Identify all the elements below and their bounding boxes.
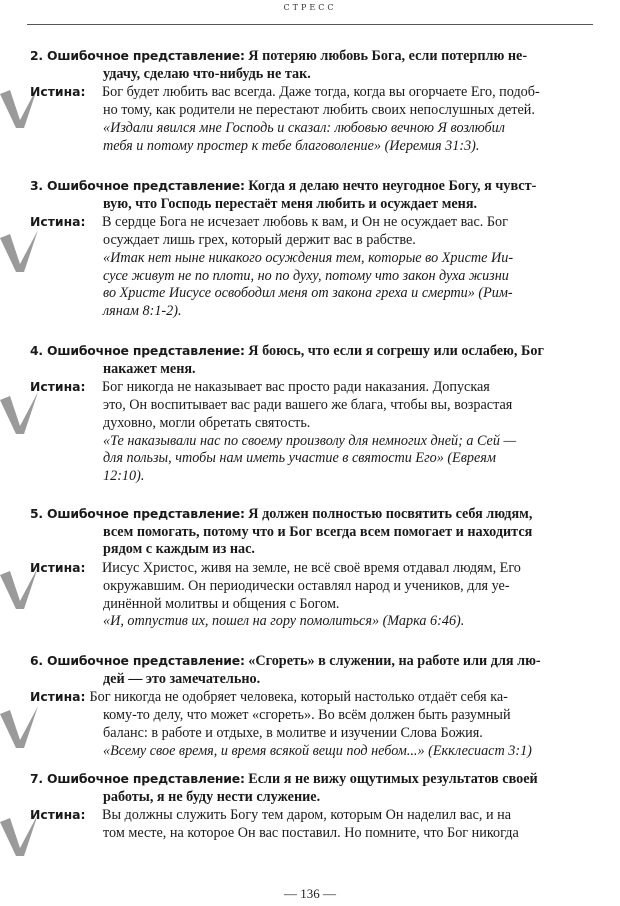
truth-line: Истина: Иисус Христос, живя на земле, не всё своё время отдавал людям, Его (30, 560, 521, 577)
entry-4: 4. Ошибочное представление: Я боюсь, что если я согрешу или ослабею, Бог накажет меня. Истина: Бог никогда не наказывает вас просто ради наказания. Допуская это, Он воспитывает вас ради вашего же блага, чтобы вы, возрастая духовно, могли обретать святость. «Те наказывали нас по своему произволу для немногих дней; а Сей — для пользы, чтобы нам иметь участие в святости Его» (Евреям 12:10). (30, 342, 620, 486)
misconception-line: 2. Ошибочное представление: Я потеряю любовь Бога, если потерплю не- (30, 48, 528, 64)
truth-line: Истина: В сердце Бога не исчезает любовь к вам, и Он не осуждает вас. Бог (30, 214, 508, 231)
page-number: — 136 — (284, 886, 336, 901)
entry-5: 5. Ошибочное представление: Я должен полностью посвятить себя людям, всем помогать, потому что и Бог всегда всем помогает и находится рядом с каждым из нас. Истина: Иисус Христос, живя на земле, не всё своё время отдавал людям, Его окружавшим. Он периодически оставлял народ и учеников, для уе- динённой молитвы и общения с Богом. «И, отпустив их, пошел на гору помолиться» (Марка 6:46). (30, 505, 620, 631)
running-head: СТРЕСС (283, 3, 337, 12)
header-rule (27, 24, 593, 25)
misconception-line: 3. Ошибочное представление: Когда я делаю нечто неугодное Богу, я чувст- (30, 178, 537, 194)
entry-6: 6. Ошибочное представление: «Сгореть» в служении, на работе или для лю- дей — это замечательно. Истина: Бог никогда не одобряет человека, который настолько отдаёт себя ка- кому-то делу, что может «сгореть». Во всём должен быть разумный баланс: в работе и отдыхе, в молитве и изучении Слова Божия. «Всему свое время, и время всякой вещи под небом...» (Екклесиаст 3:1) (30, 652, 620, 760)
truth-line: Истина: Бог никогда не наказывает вас просто ради наказания. Допуская (30, 379, 490, 396)
truth-line: Истина: Бог будет любить вас всегда. Даже тогда, когда вы огорчаете Его, подоб- (30, 84, 540, 101)
misconception-line: 4. Ошибочное представление: Я боюсь, что если я согрешу или ослабею, Бог (30, 343, 544, 359)
entry-3: 3. Ошибочное представление: Когда я делаю нечто неугодное Богу, я чувст- вую, что Господь перестаёт меня любить и осуждает меня. Истина: В сердце Бога не исчезает любовь к вам, и Он не осуждает вас. Бог осуждает лишь грех, который держит вас в рабстве. «Итак нет ныне никакого осуждения тем, которые во Христе Ии- сусе живут не по плоти, но по духу, потому что закон духа жизни во Христе Иисусе освободил меня от закона греха и смерти» (Рим- лянам 8:1-2). (30, 177, 620, 321)
misconception-line: 7. Ошибочное представление: Если я не вижу ощутимых результатов своей (30, 771, 538, 787)
truth-line: Истина: Вы должны служить Богу тем даром, которым Он наделил вас, и на (30, 807, 511, 824)
misconception-line: 5. Ошибочное представление: Я должен полностью посвятить себя людям, (30, 506, 533, 522)
entry-2: 2. Ошибочное представление: Я потеряю любовь Бога, если потерплю не- удачу, сделаю что-нибудь не так. Истина: Бог будет любить вас всегда. Даже тогда, когда вы огорчаете Его, подоб- но тому, как родители не перестают любить своих непослушных детей. «Издали явился мне Господь и сказал: любовью вечною Я возлюбил тебя и потому простер к тебе благоволение» (Иеремия 31:3). (30, 47, 620, 155)
entry-7: 7. Ошибочное представление: Если я не вижу ощутимых результатов своей работы, я не буду нести служение. Истина: Вы должны служить Богу тем даром, которым Он наделил вас, и на том месте, на которое Он вас поставил. Но помните, что Бог никогда (30, 770, 620, 843)
truth-line: Истина: Бог никогда не одобряет человека, который настолько отдаёт себя ка- (30, 689, 508, 706)
misconception-line: 6. Ошибочное представление: «Сгореть» в служении, на работе или для лю- (30, 653, 541, 669)
